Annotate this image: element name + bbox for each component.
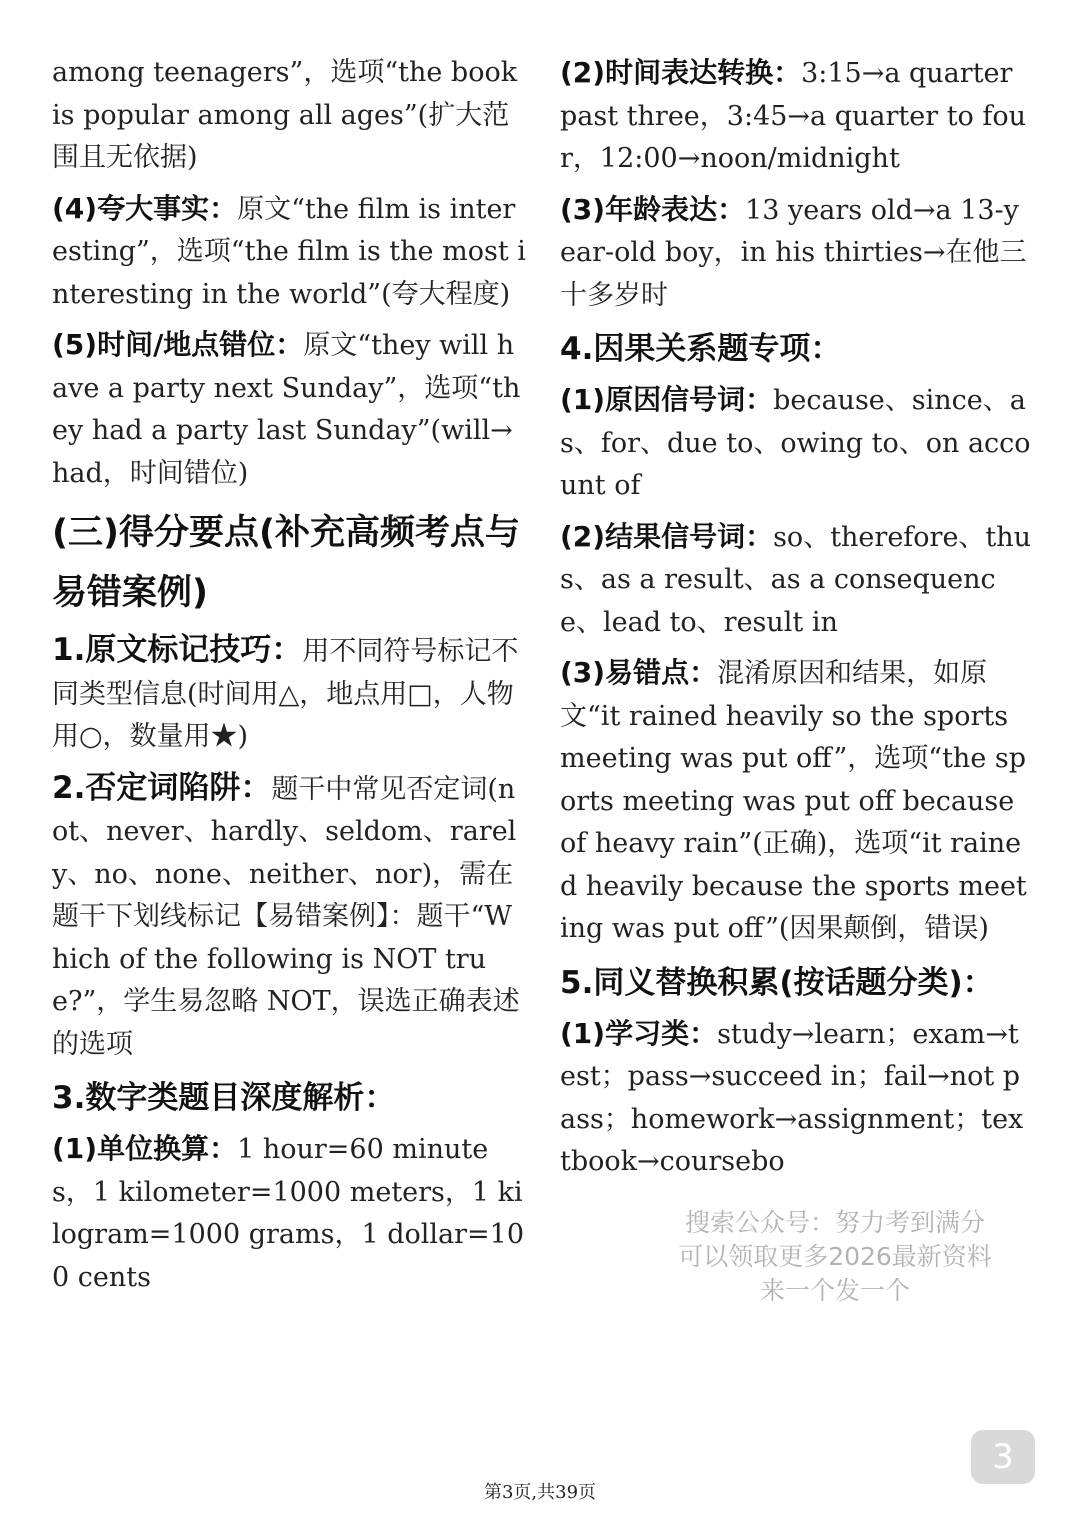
intro-text: among teenagers”，选项“the book is popular among all ages”(扩大范围且无依据) — [52, 57, 518, 173]
intro-paragraph — [52, 52, 526, 180]
tip-5-heading: 5.同义替换积累(按话题分类)： — [560, 964, 994, 1001]
result-signal-text: so、therefore、thus、as a result、as a consequence、lead to、result in — [560, 521, 1032, 638]
cause-effect-pitfall — [560, 652, 1032, 951]
page-number-badge: 3 — [971, 1430, 1035, 1484]
synonym-study — [560, 1013, 1032, 1184]
time-expression-text: 3:15→a quarter past three，3:45→a quarter to four，12:00→noon/midnight — [560, 58, 1027, 174]
section-title: (三)得分要点(补充高频考点与易错案例) — [52, 513, 520, 613]
tip-3-heading: 3.数字类题目深度解析： — [52, 1080, 396, 1116]
cause-signal-text: because、since、as、for、due to、owing to、on account of — [560, 385, 1031, 501]
tip-4-heading: 4.因果关系题专项： — [560, 331, 842, 367]
item-4-text: 原文“the film is interesting”，选项“the film is the most interesting in the world”(夸大程度) — [52, 193, 526, 310]
result-signal-words — [560, 516, 1032, 645]
watermark — [640, 1206, 1030, 1308]
watermark-line-2: 可以领取更多2026最新资料 — [678, 1242, 992, 1271]
time-expression-label: (2)时间表达转换： — [560, 56, 802, 89]
unit-conversion — [52, 1128, 526, 1299]
right-column — [560, 52, 1032, 1192]
item-5-label: (5)时间/地点错位： — [52, 328, 304, 361]
item-4-exaggeration — [52, 188, 526, 317]
watermark-line-3: 来一个发一个 — [759, 1276, 910, 1305]
tip-2-negation — [52, 767, 526, 1067]
item-5-text: 原文“they will have a party next Sunday”，选项“they had a party last Sunday”(will→had，时间错位) — [52, 330, 521, 489]
left-column — [52, 52, 526, 1307]
unit-conversion-label: (1)单位换算： — [52, 1132, 238, 1165]
item-5-time-place — [52, 324, 526, 495]
time-expression — [560, 52, 1032, 181]
watermark-line-1: 搜索公众号：努力考到满分 — [684, 1208, 985, 1237]
synonym-study-text: study→learn；exam→test；pass→succeed in；fail→not pass；homework→assignment；textbook→coursebo — [560, 1018, 1024, 1177]
pitfall-label: (3)易错点： — [560, 656, 718, 689]
page-footer: 第3页,共39页 — [483, 1482, 597, 1503]
age-expression-text: 13 years old→a 13-year-old boy，in his thirties→在他三十多岁时 — [560, 194, 1027, 311]
pitfall-text: 混淆原因和结果，如原文“it rained heavily so the sports meeting was put off”，选项“the sports meeting was put off because of heavy rain”(正确)，选项“it rained heavily because the sports meeting was put off”(因果颠倒，错误) — [560, 658, 1027, 944]
tip-1-label: 1.原文标记技巧： — [52, 632, 303, 668]
cause-signal-words — [560, 379, 1032, 508]
tip-1-marking — [52, 629, 526, 759]
tip-2-label: 2.否定词陷阱： — [52, 769, 272, 806]
result-signal-label: (2)结果信号词： — [560, 519, 774, 553]
age-expression-label: (3)年龄表达： — [560, 192, 746, 226]
tip-1-text: 用不同符号标记不同类型信息(时间用△，地点用□，人物用○，数量用★) — [52, 636, 519, 752]
cause-signal-label: (1)原因信号词： — [560, 383, 774, 416]
unit-conversion-text: 1 hour=60 minutes，1 kilometer=1000 meters，1 kilogram=1000 grams，1 dollar=100 cents — [52, 1134, 524, 1293]
synonym-study-label: (1)学习类： — [560, 1016, 718, 1050]
age-expression — [560, 189, 1032, 318]
tip-2-text: 题干中常见否定词(not、never、hardly、seldom、rarely、no、none、neither、nor)，需在题干下划线标记【易错案例】：题干“Which of the following is NOT true?”，学生易忽略 NOT，误选正确表述的选项 — [52, 773, 520, 1060]
item-4-label: (4)夸大事实： — [52, 191, 238, 225]
